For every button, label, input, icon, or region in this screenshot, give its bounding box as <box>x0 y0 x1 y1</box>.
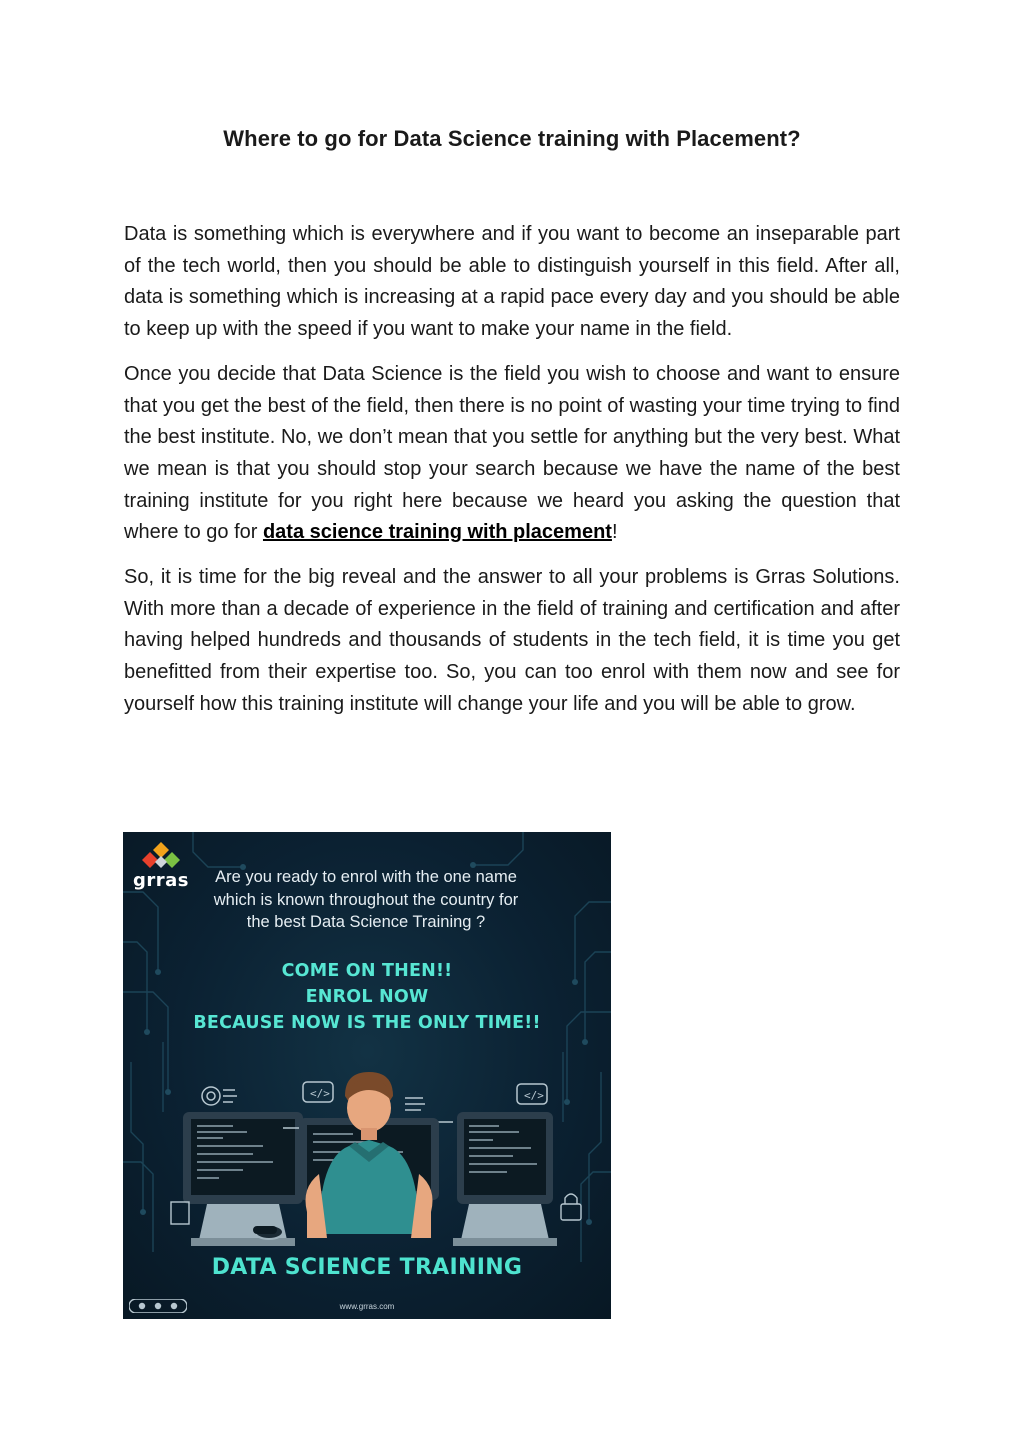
paragraph-2-end: ! <box>611 521 618 544</box>
data-science-training-link[interactable]: data science training with placement <box>262 521 612 544</box>
brand-name: grras <box>133 870 189 891</box>
grras-logo-icon <box>139 842 183 872</box>
cta-line-2: ENROL NOW <box>305 987 429 1007</box>
left-monitor-icon <box>183 1112 303 1246</box>
developer-illustration <box>123 1062 611 1252</box>
page-title: Where to go for Data Science training with Placement? <box>223 126 801 151</box>
paragraph-3: So, it is time for the big reveal and the answer to all your problems is Grras Solutions. With more than a decade of experience in the field of training and certification and after having helped hundreds and thousands of students in the tech field, it is time you get benefitted from their expertise too. So, you can too enrol with them now and see for yourself how this training institute will change your life and you will be able to grow. <box>124 566 900 715</box>
svg-text:</>: </> <box>310 1087 330 1100</box>
promo-banner-image <box>123 832 611 1319</box>
paragraph-2 <box>124 359 900 549</box>
right-monitor-icon <box>453 1112 557 1246</box>
paragraph-1: Data is something which is everywhere and if you want to become an inseparable part of the tech world, then you should be able to distinguish yourself in this field. After all, data is something which is increasing at a rapid pace every day and you should be able to keep up with the speed if you want to make your name in the field. <box>124 223 900 341</box>
article-body <box>124 219 900 734</box>
promo-url: www.grras.com <box>339 1302 395 1311</box>
paragraph-2-text: Once you decide that Data Science is the field you wish to choose and want to ensure that you get the best of the field, then there is no point of wasting your time trying to find the best institute. No, we don’t mean that you settle for anything but the very best. What we mean is that you should stop your search because we have the name of the best training institute for you right here because we heard you asking the question that where to go for <box>124 362 900 544</box>
cta-line-1: COME ON THEN!! <box>281 961 453 981</box>
svg-text:</>: </> <box>524 1089 544 1102</box>
promo-footer-title: DATA SCIENCE TRAINING <box>211 1255 523 1280</box>
cta-line-3: BECAUSE NOW IS THE ONLY TIME!! <box>193 1013 541 1033</box>
promo-question: Are you ready to enrol with the one name which is known throughout the country for the best Data Science Training ? <box>213 868 519 931</box>
promo-cta <box>153 958 581 1036</box>
